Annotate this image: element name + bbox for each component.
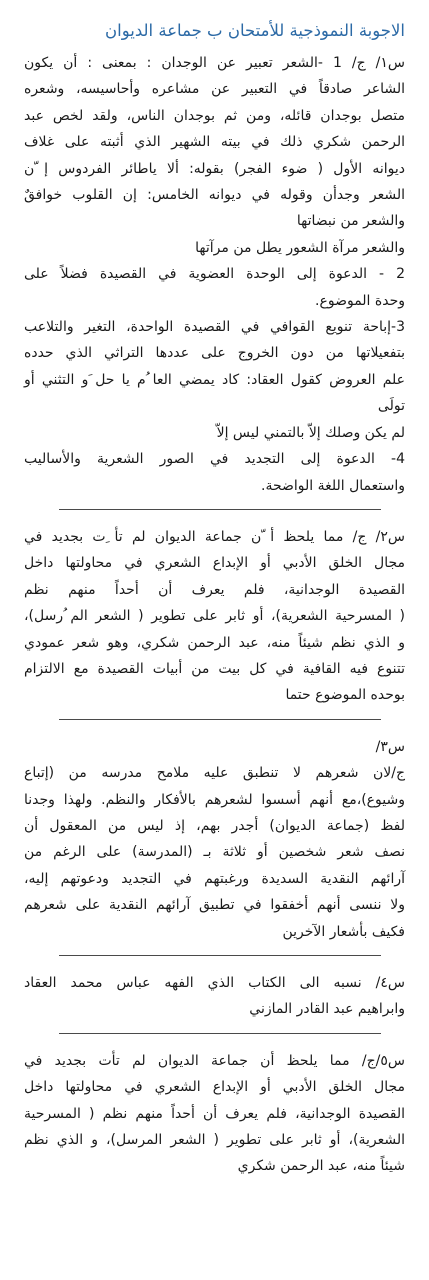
answer-line: القصيدة الوجدانية، فلم يعرف أن أحداً منهم نظم ( المسرحية <box>24 1105 405 1122</box>
section-divider <box>59 719 381 720</box>
answer-line: ديوانه الأول ( ضوء الفجر) بقوله: ألا ياطائر الفردوس إ ّن <box>24 160 405 177</box>
answer-line: القصيدة الوجدانية، فلم يعرف أن أحداً منهم نظم <box>24 581 405 598</box>
answer-line: مجال الخلق الأدبي أو الإبداع الشعري في محاولتها داخل <box>24 555 405 572</box>
answer-line: تولَى <box>377 398 405 415</box>
answer-line: الرحمن شكري ذلك في بيته الشهير الذي أثبته على غلاف <box>24 134 405 151</box>
answer-line: ولا ننسى أنهم أخفقوا في تطبيق آرائهم النقدية على شعرهم <box>24 897 405 914</box>
answer-line: س٥/ج/ مما يلحظ أن جماعة الديوان لم تأت بجديد في <box>24 1052 405 1069</box>
answer-line: والشعر من نبضاتها <box>296 213 405 230</box>
answer-line: لم يكن وصلك إلاّ بالتمني ليس إلاّ <box>216 424 405 441</box>
answer-line: فكيف بأشعار الآخرين <box>282 923 405 940</box>
answer-line: و الذي نظم شيئاً منه، عبد الرحمن شكري، وهو شعر عمودي <box>24 634 405 651</box>
answer-line: الشعر وجدأن وقوله في ديوانه الخامس: إن القلوب خوافقٌ <box>24 187 405 204</box>
answer-section-2 <box>24 524 405 709</box>
answer-line: س٢/ ج/ مما يلحظ أ ّن جماعة الديوان لم تأ ِت بجديد في <box>24 528 405 545</box>
answer-line: س١/ ج/ 1 -الشعر تعبير عن الوجدان : بمعنى : أن يكون <box>24 55 405 71</box>
answer-line: نصف شعر شخصين أو ثلاثة بـ (المدرسة) على الرغم من <box>24 844 405 861</box>
section-divider <box>59 509 381 510</box>
answer-line: س٤/ نسبه الى الكتاب الذي الفهه عباس محمد العقاد <box>24 975 405 991</box>
answer-line: متصل بوجدان قائله، ومن ثم بوجدان الناس، ولقد لخص عبد <box>24 107 405 124</box>
answer-line: ج/لان شعرهم لا تنطبق عليه ملامح مدرسه من (إتباع <box>24 765 405 782</box>
answers-container <box>24 50 405 1180</box>
answer-line: والشعر مرآة الشعور يطل من مرآتها <box>195 239 405 256</box>
answer-line: آرائهم النقدية السديدة ورغبتهم في التجديد ودعوتهم إليه، <box>24 870 405 887</box>
answer-line: الشعرية)، أو ثابر على تطوير ( الشعر المرسل)، و الذي نظم <box>24 1132 405 1149</box>
answer-line: 2 - الدعوة إلى الوحدة العضوية في القصيدة فضلاً على <box>24 266 405 283</box>
answer-line: وحدة الموضوع. <box>315 292 405 309</box>
answer-line: تتنوع فيه القافية في كل بيت من أبيات القصيدة مع الالتزام <box>24 660 405 677</box>
answer-section-4 <box>24 970 405 1023</box>
answer-line: بوحده الموضوع حتما <box>285 687 405 704</box>
section-divider <box>59 955 381 956</box>
answer-line: علم العروض كقول العقاد: كاد يمضي العا ُم يا حل َو التثني أو <box>24 371 405 388</box>
answer-line: 3-إباحة تنويع القوافي في القصيدة الواحدة، التغير والتلاعب <box>24 319 405 336</box>
answer-line: شيئاً منه، عبد الرحمن شكري <box>237 1158 405 1175</box>
answer-section-5 <box>24 1048 405 1180</box>
answer-line: 4- الدعوة إلى التجديد في الصور الشعرية والأساليب <box>24 451 405 468</box>
answer-line: واستعمال اللغة الواضحة. <box>261 477 405 494</box>
section-divider <box>59 1033 381 1034</box>
document-title: الاجوبة النموذجية للأمتحان ب جماعة الديوان <box>105 21 405 40</box>
answer-line: الشاعر صادقاً في التعبير عن مشاعره وأحاسيسه، وشعره <box>24 81 405 98</box>
answer-line: بتفعيلاتها من دون الخروج على عددها التراثي الذي حدده <box>24 345 405 362</box>
answer-line: وشيوع)،مع أنهم أسسوا لشعرهم بالأفكار والنظم. ولهذا وجدنا <box>24 791 405 808</box>
answer-line: لفظ (جماعة الديوان) أجدر بهم، إذ ليس من المعقول أن <box>24 817 405 834</box>
answer-line: ( المسرحية الشعرية)، أو ثابر على تطوير ( الشعر الم ُرسل)، <box>24 608 405 625</box>
answer-line: مجال الخلق الأدبي أو الإبداع الشعري في محاولتها داخل <box>24 1079 405 1096</box>
answer-line: وابراهيم عبد القادر المازني <box>249 1001 405 1018</box>
answer-section-3 <box>24 734 405 945</box>
answer-line: س٣/ <box>375 738 405 755</box>
answer-section-1 <box>24 50 405 499</box>
